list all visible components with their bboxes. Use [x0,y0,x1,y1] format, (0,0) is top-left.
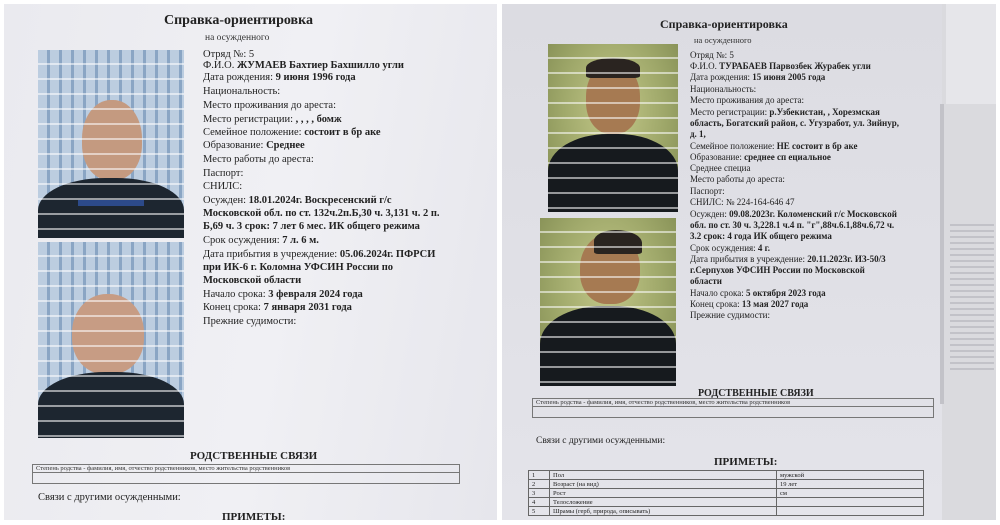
field-registration: Место регистрации: р.Узбекистан, , Хорезмская [690,107,880,117]
field-registration: Место регистрации: , , , , бомж [203,114,342,125]
third-document-edge [936,4,996,520]
field-nationality: Национальность: [690,84,757,94]
field-dob: Дата рождения: 15 июня 2005 года [690,72,826,82]
field-family: Семейное положение: НЕ состоит в бр аке [690,141,858,151]
signs-cell-value: мужской [777,471,924,480]
signs-cell-value [777,498,924,507]
signs-row [529,471,924,480]
field-start: Начало срока: 5 октября 2023 года [690,288,826,298]
links-label: Связи с другими осужденными: [536,436,666,446]
doc-subtitle: на осужденного [205,33,270,43]
signs-cell-label: Пол [550,471,777,480]
field-convicted-line3: 3.2 срок: 4 года ИК общего режима [690,231,832,241]
field-arrival-line2: г.Серпухов УФСИН России по Московской [690,265,865,275]
relatives-header: Степень родства - фамилия, имя, отчество родственников, место жительства родственников [36,465,291,472]
field-end: Конец срока: 13 мая 2027 года [690,299,809,309]
field-work: Место работы до ареста: [690,174,785,184]
signs-cell-value: см [777,489,924,498]
signs-cell-label: Рост [550,489,777,498]
field-start: Начало срока: 3 февраля 2024 года [203,289,363,300]
field-work: Место работы до ареста: [203,154,314,165]
doc-title: Справка-ориентировка [164,13,313,28]
field-convicted-line3: Б,69 ч. 3 срок: 7 лет 6 мес. ИК общего режима [203,221,420,232]
mugshot-profile-photo [38,242,184,438]
field-fio: Ф.И.О. ЖУМАЕВ Бахтиер Бахшилло угли [203,60,404,71]
links-label: Связи с другими осужденными: [38,492,181,503]
mugshot-front-photo [548,44,678,212]
field-term: Срок осуждения: 7 л. 6 м. [203,235,319,246]
field-arrival-line2: при ИК-6 г. Коломна УФСИН России по [203,262,394,273]
mugshot-front-photo [38,50,184,238]
field-education: Образование: среднее сп ециальное [690,152,831,162]
panel-divider [497,0,500,525]
field-nationality: Национальность: [203,86,281,97]
field-prior: Прежние судимости: [203,316,297,327]
relatives-title: РОДСТВЕННЫЕ СВЯЗИ [190,450,318,462]
field-otryad: Отряд №: 5 [690,50,734,60]
mugshot-profile-photo [540,218,676,386]
field-arrival: Дата прибытия в учреждение: 05.06.2024г. ПФРСИ [203,249,436,260]
signs-cell-value: 19 лет [777,480,924,489]
doc-title: Справка-ориентировка [660,17,788,31]
field-registration-line2: область, Богатский район, с. Угузработ, ул. Зийнур, [690,118,899,128]
signs-cell-n: 2 [529,480,550,489]
signs-cell-label: Шрамы (герб, природа, описывать) [550,507,777,516]
field-fio: Ф.И.О. ТУРАБАЕВ Парвозбек Журабек угли [690,61,871,71]
field-residence: Место проживания до ареста: [203,100,337,111]
signs-cell-n: 5 [529,507,550,516]
field-convicted-line2: обл. по ст. 30 ч. 3,228.1 ч.4 п. "г",88ч.6.1,88ч.6,72 ч. [690,220,895,230]
field-snils: СНИЛС: [203,181,243,192]
field-passport: Паспорт: [690,186,725,196]
signs-title: ПРИМЕТЫ: [714,456,778,468]
signs-cell-label: Телосложение [550,498,777,507]
field-arrival: Дата прибытия в учреждение: 20.11.2023г. ИЗ-50/3 [690,254,886,264]
relatives-title: РОДСТВЕННЫЕ СВЯЗИ [698,388,814,399]
signs-table [528,470,924,516]
document-right [502,4,996,520]
field-passport: Паспорт: [203,168,244,179]
field-term: Срок осуждения: 4 г. [690,243,770,253]
field-dob: Дата рождения: 9 июня 1996 года [203,72,356,83]
signs-cell-value [777,507,924,516]
field-prior: Прежние судимости: [690,310,770,320]
field-arrival-line3: области [690,276,722,286]
field-specialty: Среднее специа [690,163,751,173]
doc-subtitle: на осужденного [694,35,752,45]
field-education: Образование: Среднее [203,140,305,151]
signs-row [529,498,924,507]
field-convicted: Осужден: 18.01.2024г. Воскресенский г/с [203,195,392,206]
field-end: Конец срока: 7 января 2031 года [203,302,352,313]
signs-cell-n: 1 [529,471,550,480]
signs-cell-n: 3 [529,489,550,498]
relatives-header: Степень родства - фамилия, имя, отчество родственников, место жительства родственников [536,399,791,406]
signs-cell-n: 4 [529,498,550,507]
signs-title: ПРИМЕТЫ: [222,511,286,520]
field-snils: СНИЛС: № 224-164-646 47 [690,197,795,207]
document-left [4,4,498,520]
signs-cell-label: Возраст (на вид) [550,480,777,489]
signs-row [529,489,924,498]
signs-row [529,507,924,516]
field-arrival-line3: Московской области [203,275,302,286]
field-family: Семейное положение: состоит в бр аке [203,127,381,138]
field-otryad: Отряд №: 5 [203,49,255,60]
signs-row [529,480,924,489]
field-residence: Место проживания до ареста: [690,95,805,105]
field-convicted: Осужден: 09.08.2023г. Коломенский г/с Московской [690,209,897,219]
field-registration-line3: д. 1, [690,129,706,139]
field-convicted-line2: Московской обл. по ст. 132ч.2п.Б,30 ч. 3,131 ч. 2 п. [203,208,440,219]
